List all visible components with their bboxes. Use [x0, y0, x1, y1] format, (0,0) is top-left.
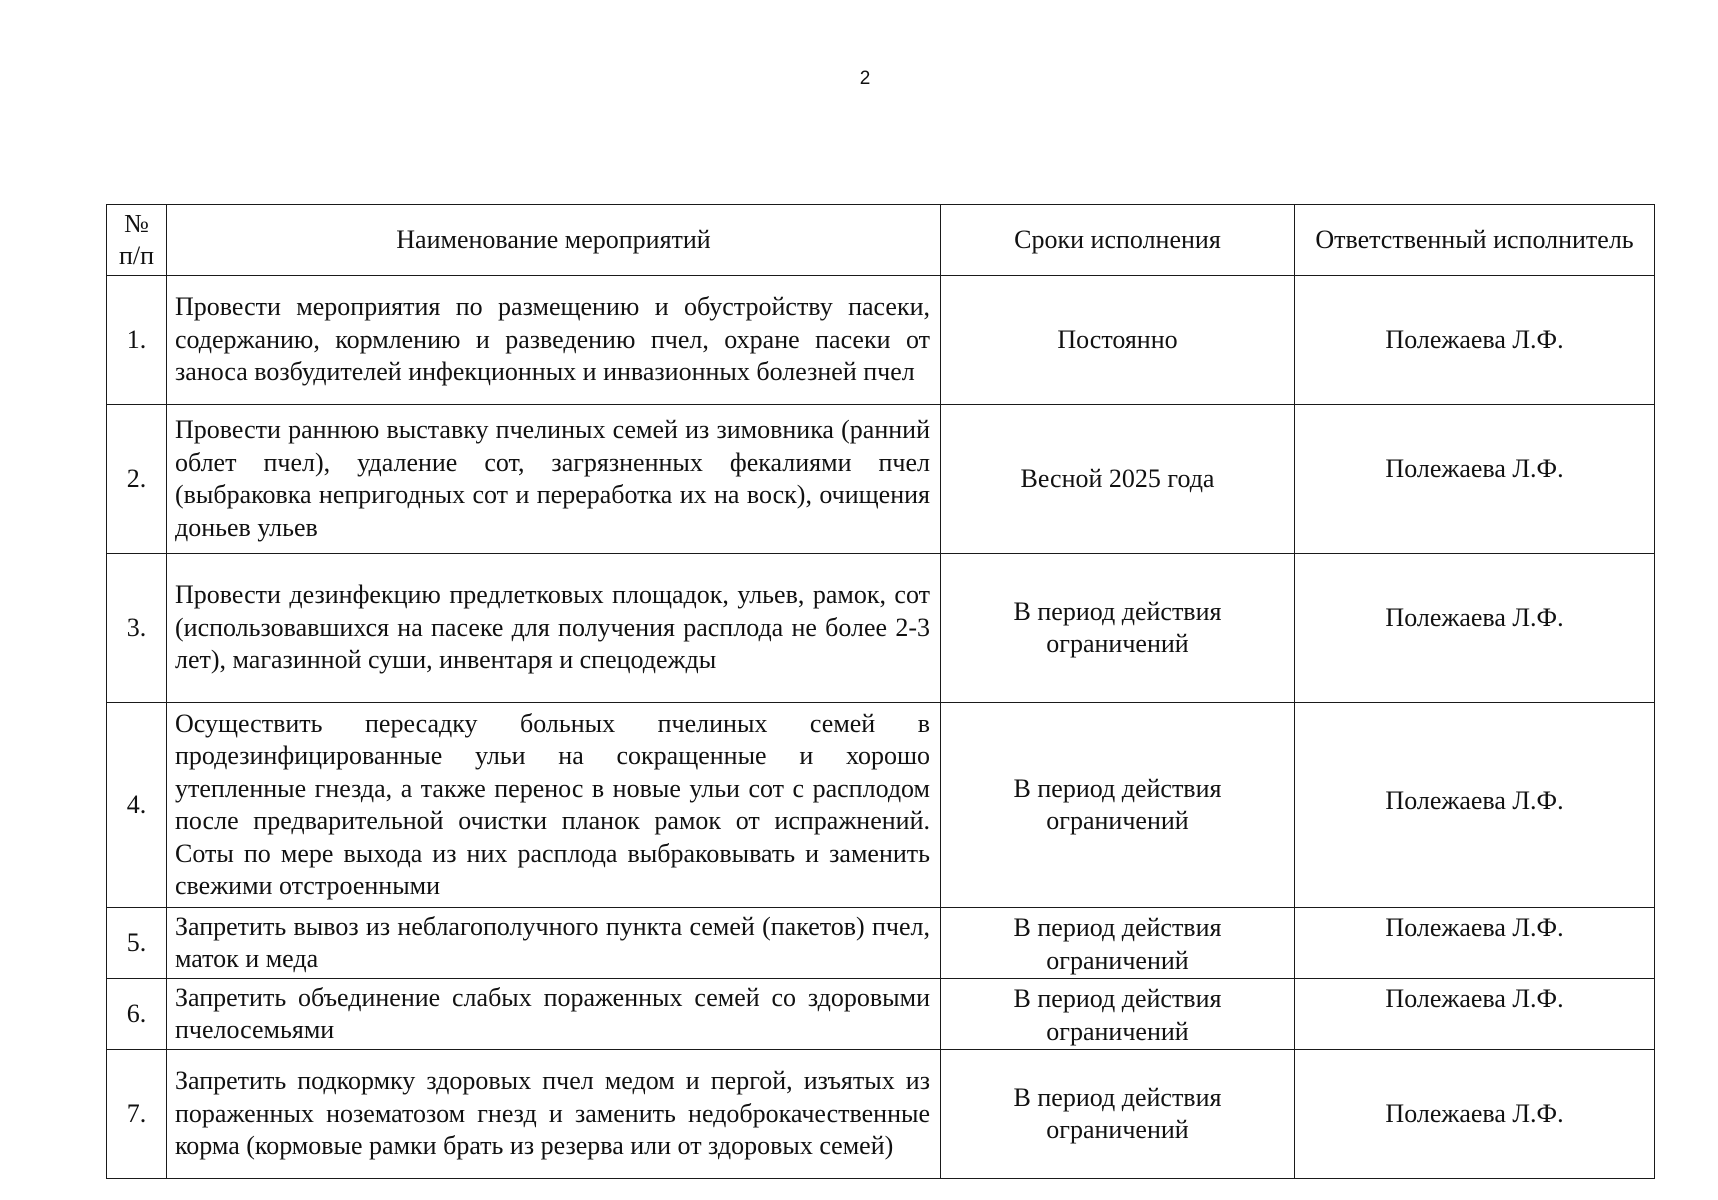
- page-number: 2: [859, 68, 871, 89]
- row-measure: Провести раннюю выставку пчелиных семей из зимовника (ранний облет пчел), удаление сот, загрязненных фекалиями пчел (выбраковка непригодных сот и переработка их на воск), очищения доньев ульев: [167, 405, 941, 554]
- row-responsible: Полежаева Л.Ф.: [1295, 276, 1655, 405]
- table-row: [107, 979, 1655, 1050]
- row-responsible: Полежаева Л.Ф.: [1295, 979, 1655, 1050]
- row-num: 3.: [107, 554, 167, 703]
- row-responsible: Полежаева Л.Ф.: [1295, 554, 1655, 703]
- header-name: Наименование мероприятий: [167, 205, 941, 276]
- row-measure: Запретить объединение слабых пораженных семей со здоровыми пчелосемьями: [167, 979, 941, 1050]
- table-row: [107, 703, 1655, 908]
- row-measure: Запретить подкормку здоровых пчел медом и пергой, изъятых из пораженных нозематозом гнезд и заменить недоброкачественные корма (кормовые рамки брать из резерва или от здоровых семей): [167, 1050, 941, 1179]
- row-measure: Осуществить пересадку больных пчелиных семей в продезинфицированные ульи на сокращенные и хорошо утепленные гнезда, а также перенос в новые ульи сот с расплодом после предварительной очистки планок рамок от испражнений. Соты по мере выхода из них расплода выбраковывать и заменить свежими отстроенными: [167, 703, 941, 908]
- row-num: 1.: [107, 276, 167, 405]
- table-row: [107, 405, 1655, 554]
- row-term: Постоянно: [941, 276, 1295, 405]
- row-term: В период действия ограничений: [941, 979, 1295, 1050]
- table-row: [107, 908, 1655, 979]
- row-responsible: Полежаева Л.Ф.: [1295, 1050, 1655, 1179]
- row-measure: Запретить вывоз из неблагополучного пункта семей (пакетов) пчел, маток и меда: [167, 908, 941, 979]
- row-responsible: Полежаева Л.Ф.: [1295, 703, 1655, 908]
- row-responsible: Полежаева Л.Ф.: [1295, 908, 1655, 979]
- row-measure: Провести дезинфекцию предлетковых площадок, ульев, рамок, сот (использовавшихся на пасеке для получения расплода не более 2-3 лет), магазинной суши, инвентаря и спецодежды: [167, 554, 941, 703]
- table-row: [107, 276, 1655, 405]
- table-row: [107, 1050, 1655, 1179]
- row-term: В период действия ограничений: [941, 908, 1295, 979]
- header-resp: Ответственный исполнитель: [1295, 205, 1655, 276]
- row-num: 4.: [107, 703, 167, 908]
- row-term: Весной 2025 года: [941, 405, 1295, 554]
- row-term: В период действия ограничений: [941, 1050, 1295, 1179]
- header-num: № п/п: [107, 205, 167, 276]
- row-num: 5.: [107, 908, 167, 979]
- row-term: В период действия ограничений: [941, 703, 1295, 908]
- row-term: В период действия ограничений: [941, 554, 1295, 703]
- row-num: 2.: [107, 405, 167, 554]
- header-term: Сроки исполнения: [941, 205, 1295, 276]
- row-num: 6.: [107, 979, 167, 1050]
- measures-table: [106, 204, 1655, 1179]
- row-measure: Провести мероприятия по размещению и обустройству пасеки, содержанию, кормлению и разведению пчел, охране пасеки от заноса возбудителей инфекционных и инвазионных болезней пчел: [167, 276, 941, 405]
- table-header-row: [107, 205, 1655, 276]
- row-responsible: Полежаева Л.Ф.: [1295, 405, 1655, 554]
- table-row: [107, 554, 1655, 703]
- row-num: 7.: [107, 1050, 167, 1179]
